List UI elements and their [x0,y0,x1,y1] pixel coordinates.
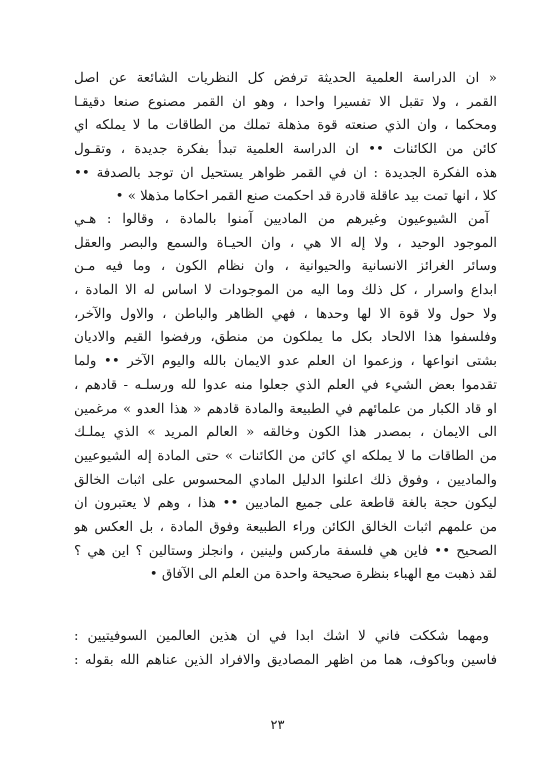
text-line: كلا ، انها تمت بيد عاقلة قادرة قد احكمت صنع القمر احكاما مذهلا » • [115,189,497,205]
text-line: آمن الشيوعيون وغيرهم من الماديين آمنوا بالمادة ، وقالوا : هـي [74,212,489,227]
text-line: الموجود الوحيد ، ولا إله الا هي ، وان الحيـاة والسمع والبصر والعقل [74,235,497,251]
text-line: ابداع واسرار ، كل ذلك وما اليه من الموجودات لا اساس له الا المادة ، [74,283,497,299]
text-line: من الطاقات ما لا يملكه اي كائن من الكائنات » حتى المادة إله الشيوعيين [74,448,497,464]
text-line: فاسين وباكوف، هما من اظهر المصاديق والافراد الذين عناهم الله بقوله : [74,652,497,668]
text-line: لقد ذهبت مع الهباء بنظرة صحيحة واحدة من العلم الى الآفاق • [149,567,497,583]
text-line: « ان الدراسة العلمية الحديثة ترفض كل النظريات الشائعة عن اصل [74,71,497,86]
text-line: بشتى انواعها ، وزعموا ان العلم عدو الايمان بالله واليوم الآخر •• ولما [74,354,497,370]
text-line: الى الايمان ، بمصدر هذا الكون وخالقه « العالم المريد » الذي يملـك [74,425,497,441]
text-line: تقدموا بعض الشيء في العلم الذي جعلوا منه عدوا لله ورسلـه - قادهم ، [74,377,497,393]
paragraph-body [74,208,497,587]
text-line: من علمهم اثبات الخالق الكائن وراء الطبيعة وفوق المادة ، بل العكس هو [74,519,497,535]
text-line: ولا حول ولا قوة الا لها وحدها ، فهي الظاهر والباطن ، والاول والآخر، [74,306,497,322]
page-number: ٢٣ [270,718,285,733]
text-line: والماديين ، وفوق ذلك اعلنوا الدليل المادي المحسوس على اثبات الخالق [74,472,497,488]
text-line: ومحكما ، وان الذي صنعته قوة مذهلة تملك من الطاقات ما لا يملكه اي [74,118,497,134]
text-line: هذه الفكرة الجديدة : ان في القمر ظواهر يستحيل ان توجد بالصدفة •• [74,165,497,181]
text-line: ليكون حجة بالغة قاطعة على جميع الماديين •• هذا ، وهم لا يعتبرون ان [74,496,497,512]
paragraph-closing [74,625,497,672]
text-line: كائن من الكائنات •• ان الدراسة العلمية تبدأ بفكرة جديدة ، وتقـول [74,142,497,158]
paragraph-quote [74,67,497,209]
text-line: ومهما شككت فاني لا اشك ابدا في ان هذين العالمين السوفيتيين : [74,629,489,644]
text-line: وسائر الغرائز الانسانية والحيوانية ، وان نظام الكون ، وما فيه مـن [74,259,497,275]
text-line: او قاد الكبار من علمائهم في الطبيعة والمادة قادهم « هذا العدو » مرغمين [74,401,497,417]
text-line: القمر ، ولا تقبل الا تفسيرا واحدا ، وهو ان القمر مصنوع صنعا دقيقـا [74,94,497,110]
text-line: وفلسفوا هذا الالحاد بكل ما يملكون من منطق، ورفضوا القيم والاديان [74,330,497,346]
text-line: الصحيح •• فاين هي فلسفة ماركس ولينين ، وانجلز وستالين ؟ اين هي ؟ [74,543,497,559]
